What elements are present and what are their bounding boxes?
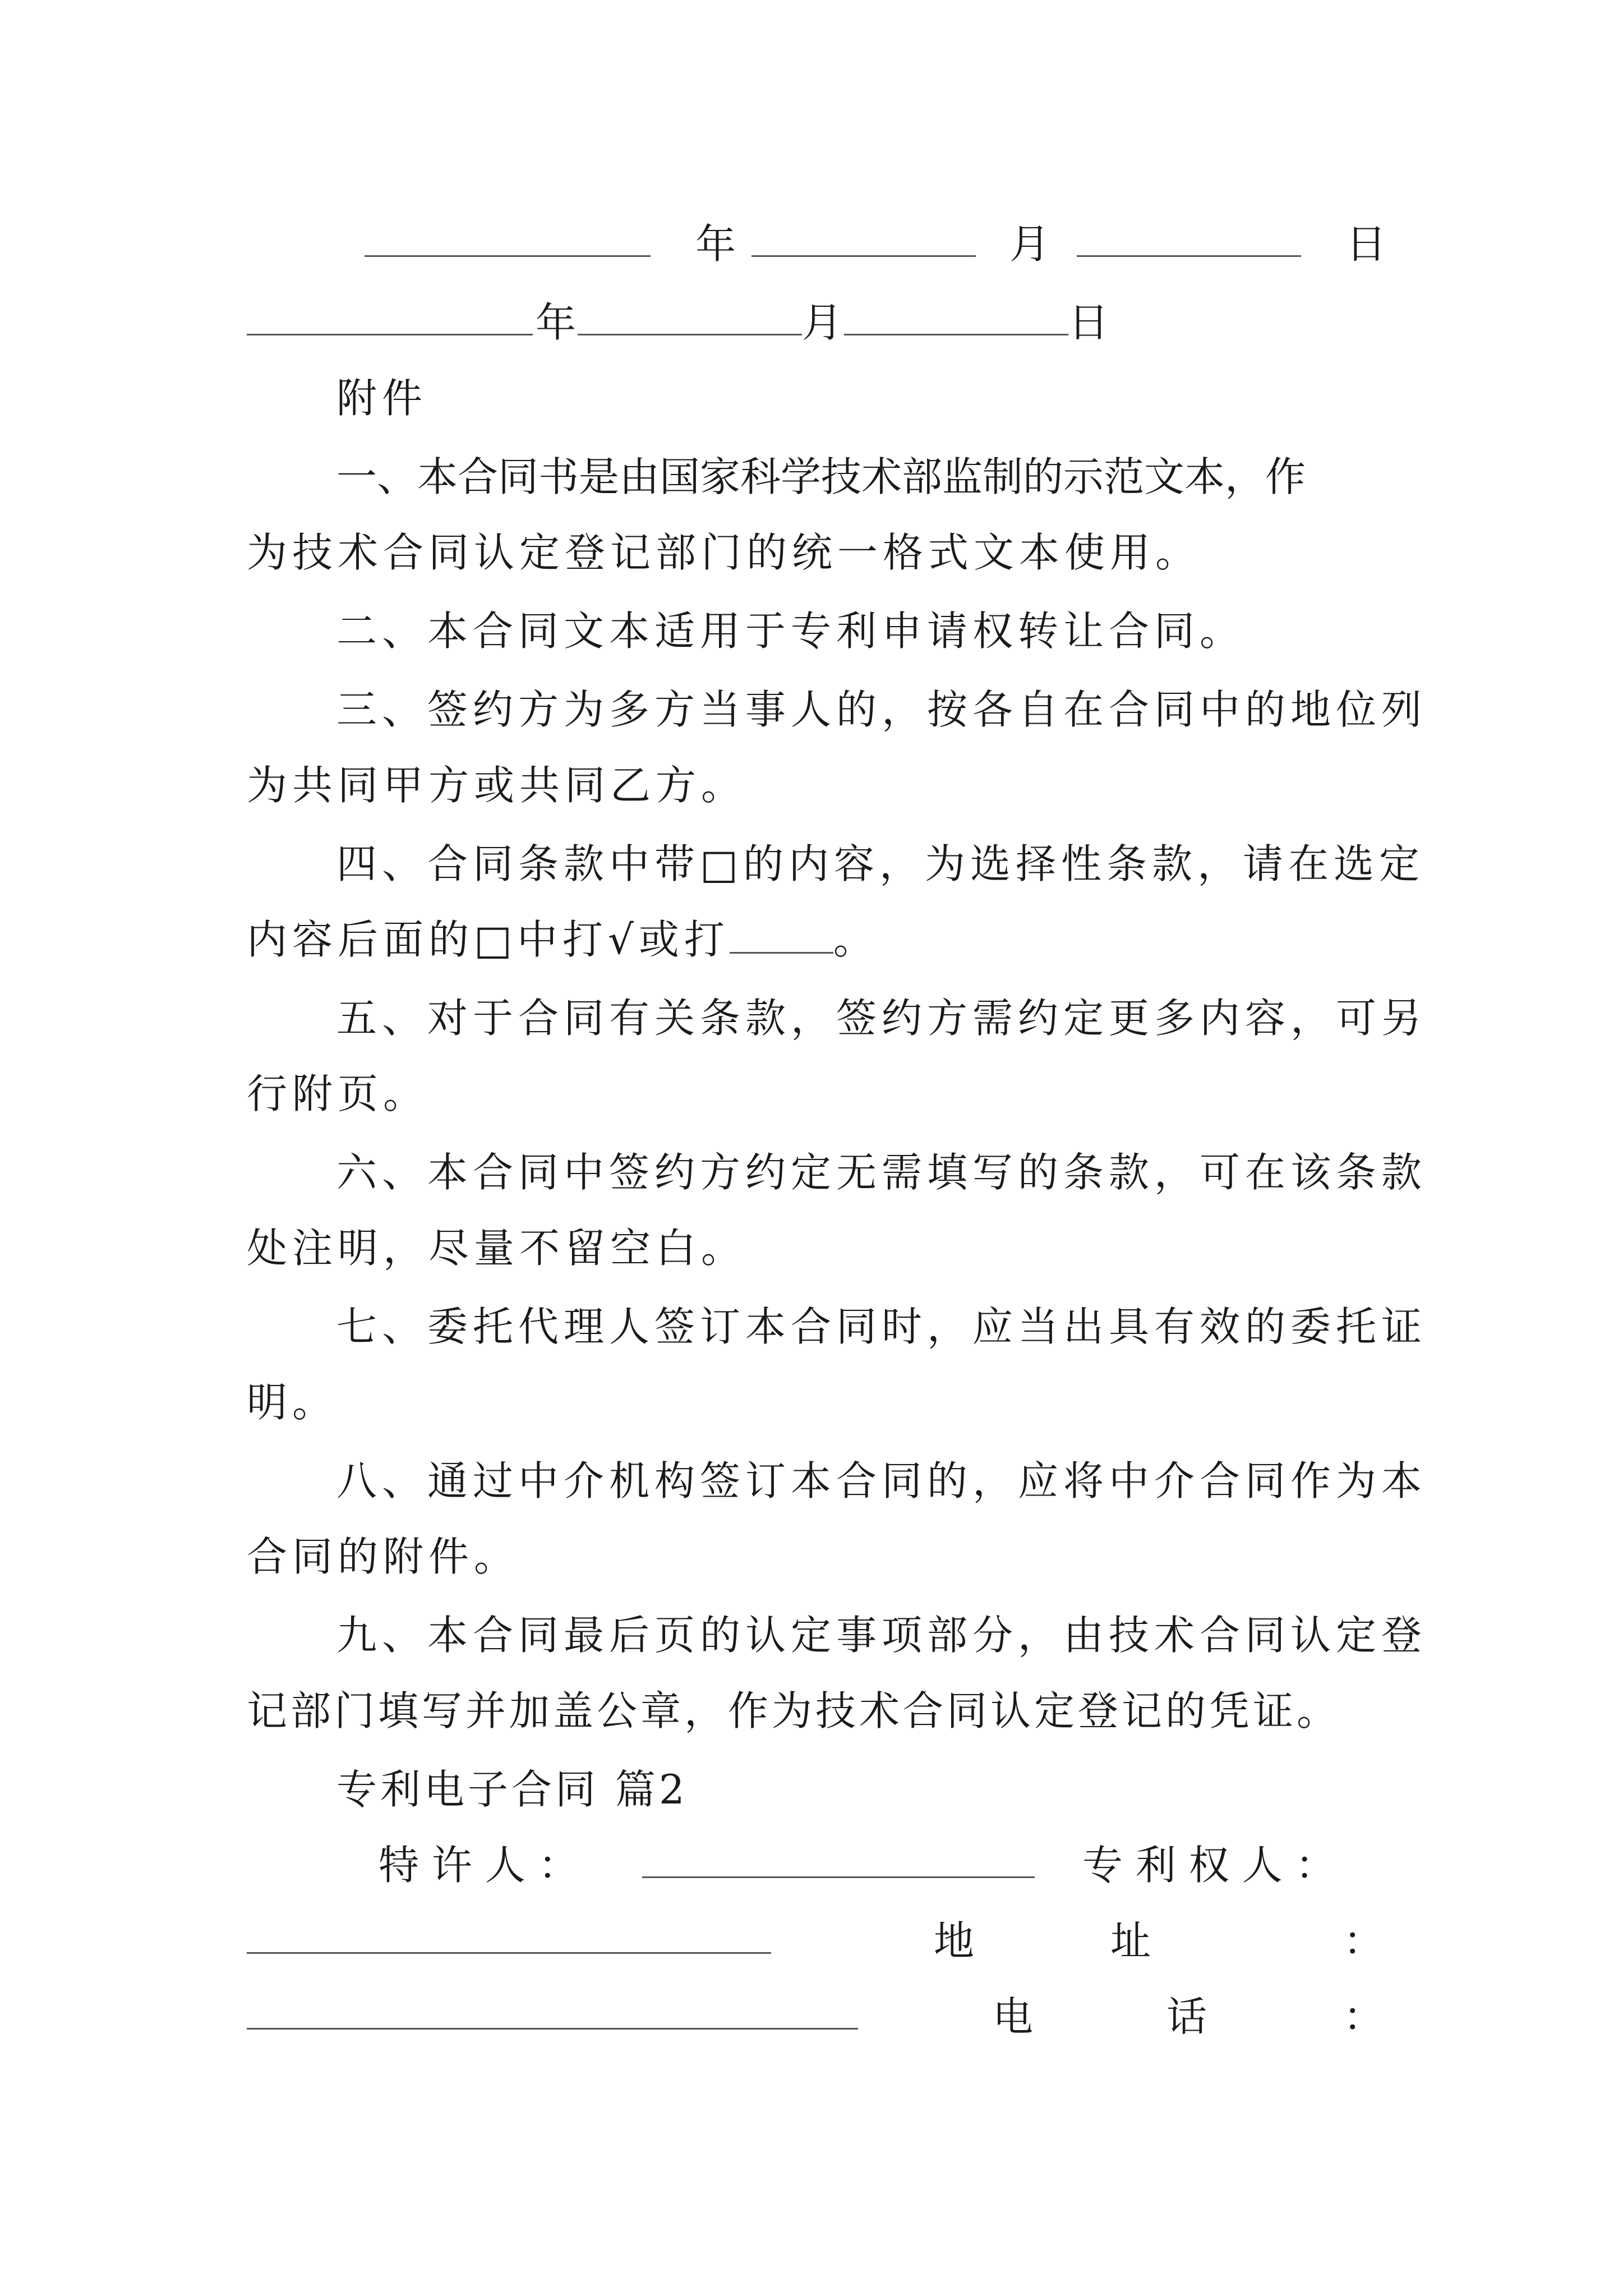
address-blank bbox=[247, 1989, 858, 2030]
note-5-line-2: 行附页。 bbox=[247, 1070, 429, 1117]
month-char: 月 bbox=[1009, 220, 1050, 268]
note-1-line-2: 为技术合同认定登记部门的统一格式文本使用。 bbox=[247, 529, 1201, 576]
note-8-line-1: 八、通过中介机构签订本合同的，应将中介合同作为本 bbox=[336, 1457, 1427, 1504]
address-label-1: 地 bbox=[934, 1917, 975, 1964]
note-3-line-1: 三、签约方为多方当事人的，按各自在合同中的地位列 bbox=[336, 686, 1427, 733]
note-9-line-1: 九、本合同最后页的认定事项部分，由技术合同认定登 bbox=[336, 1612, 1427, 1659]
note-text: 。 bbox=[833, 916, 879, 963]
note-7-line-2: 明。 bbox=[247, 1379, 338, 1426]
address-row bbox=[247, 1913, 1385, 1969]
address-label-2: 址 bbox=[1110, 1917, 1151, 1964]
note-1-line-1 bbox=[247, 449, 1385, 505]
month-blank bbox=[578, 295, 802, 335]
licensor-blank bbox=[642, 1837, 1035, 1878]
mark-blank bbox=[730, 913, 833, 954]
patentee-label: 专 利 权 人 ： bbox=[1082, 1842, 1336, 1889]
year-char: 年 bbox=[536, 299, 577, 346]
section-title: 专利电子合同 篇2 bbox=[336, 1766, 688, 1813]
phone-label-2: 话 bbox=[1166, 1993, 1207, 2040]
patentee-blank bbox=[247, 1913, 771, 1954]
note-9-line-2: 记部门填写并加盖公章，作为技术合同认定登记的凭证。 bbox=[247, 1687, 1341, 1734]
date-line-1 bbox=[247, 216, 1385, 272]
phone-colon: ： bbox=[1343, 1993, 1384, 2040]
date-line-2 bbox=[247, 295, 1385, 351]
year-blank bbox=[247, 295, 533, 335]
phone-label-1: 电 bbox=[993, 1993, 1034, 2040]
note-4-line-1: 四、合同条款中带□的内容，为选择性条款，请在选定 bbox=[336, 840, 1425, 887]
note-6-line-2: 处注明，尽量不留空白。 bbox=[247, 1225, 747, 1272]
day-char: 日 bbox=[1068, 299, 1109, 346]
note-text: 内容后面的□中打√或打 bbox=[247, 916, 730, 963]
month-char: 月 bbox=[802, 299, 843, 346]
attachment-heading: 附件 bbox=[336, 375, 428, 422]
licensor-row bbox=[247, 1837, 1385, 1893]
note-8-line-2: 合同的附件。 bbox=[247, 1533, 520, 1580]
month-blank bbox=[751, 216, 976, 257]
licensor-label: 特 许 人 ： bbox=[379, 1842, 579, 1889]
day-blank bbox=[1077, 216, 1301, 257]
year-char: 年 bbox=[695, 220, 736, 268]
note-7-line-1: 七、委托代理人签订本合同时，应当出具有效的委托证 bbox=[336, 1303, 1427, 1350]
address-colon: ： bbox=[1343, 1917, 1384, 1964]
note-text: 一、本合同书是由国家科学技术部监制的示范文本，作 bbox=[336, 453, 1306, 500]
day-char: 日 bbox=[1346, 220, 1387, 268]
note-5-line-1: 五、对于合同有关条款，签约方需约定更多内容，可另 bbox=[336, 995, 1427, 1042]
note-4-line-2 bbox=[247, 912, 1385, 968]
year-blank bbox=[365, 216, 651, 257]
day-blank bbox=[844, 295, 1068, 335]
note-3-line-2: 为共同甲方或共同乙方。 bbox=[247, 762, 747, 809]
phone-row bbox=[247, 1989, 1385, 2045]
note-2-line-1: 二、本合同文本适用于专利申请权转让合同。 bbox=[336, 608, 1246, 655]
note-6-line-1: 六、本合同中签约方约定无需填写的条款，可在该条款 bbox=[336, 1149, 1427, 1196]
